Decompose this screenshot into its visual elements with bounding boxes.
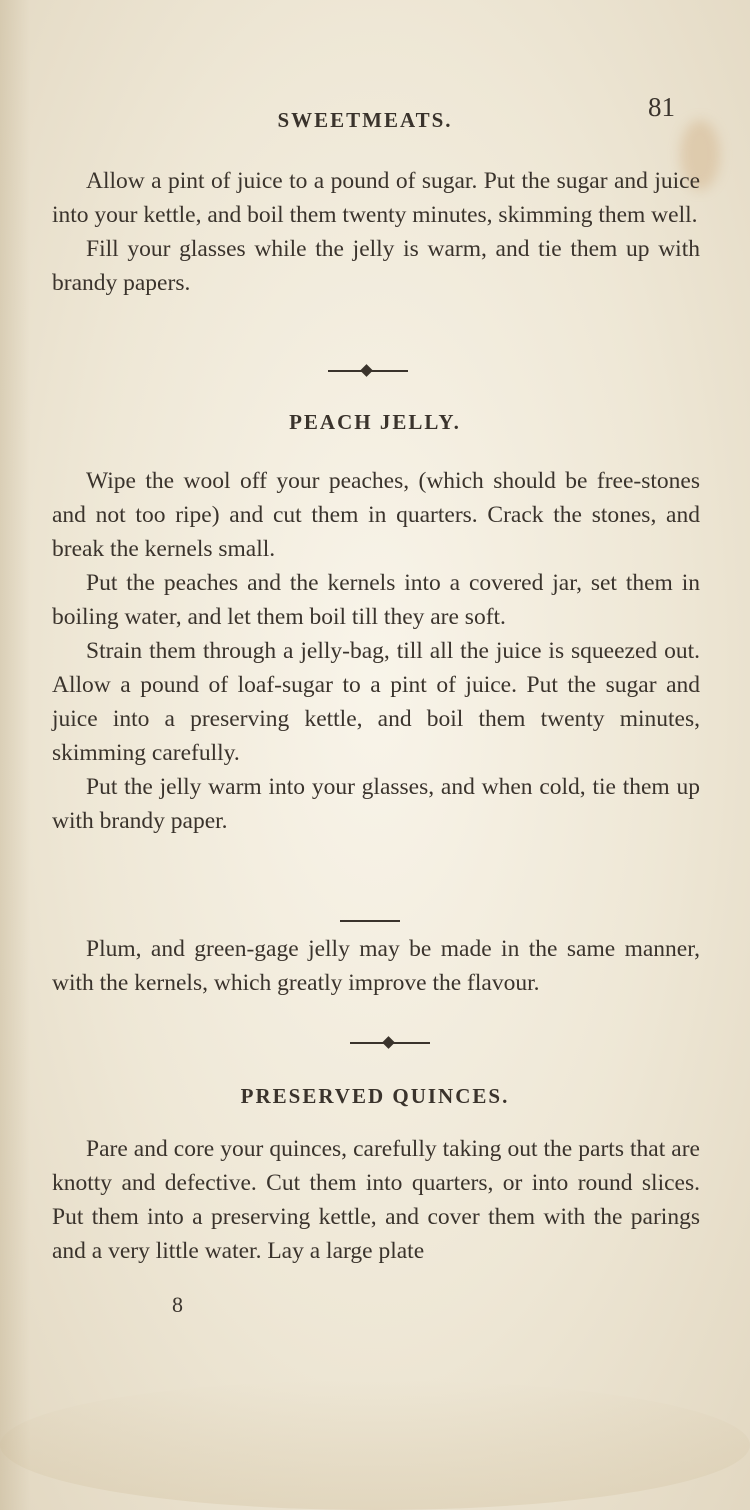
page-gutter-shadow — [0, 0, 30, 1510]
running-head: SWEETMEATS. — [277, 108, 453, 132]
paragraph: Wipe the wool off your peaches, (which should be free-stones and not too ripe) and cut them in quarters. Crack the stones, and break the kernels small. — [52, 468, 700, 562]
paragraph: Put the jelly warm into your glasses, and when cold, tie them up with brandy paper. — [52, 774, 700, 834]
section-heading: PEACH JELLY. — [289, 410, 461, 434]
section-2-text — [52, 464, 700, 838]
paragraph: Plum, and green-gage jelly may be made in the same manner, with the kernels, which greatly improve the flavour. — [52, 936, 700, 996]
paragraph: Strain them through a jelly-bag, till all the juice is squeezed out. Allow a pound of loaf-sugar to a pint of juice. Put the sugar and juice into a preserving kettle, and boil them twenty minutes, skimming carefully. — [52, 638, 700, 766]
short-rule-divider — [340, 920, 400, 922]
section-1-text — [52, 164, 700, 300]
section-divider-ornament — [350, 1038, 430, 1048]
paragraph: Fill your glasses while the jelly is warm, and tie them up with brandy papers. — [52, 236, 700, 296]
paragraph: Put the peaches and the kernels into a covered jar, set them in boiling water, and let them boil till they are soft. — [52, 570, 700, 630]
paragraph: Pare and core your quinces, carefully taking out the parts that are knotty and defective. Cut them into quarters, or into round slices. Put them into a preserving kettle, and cover them with the parings and a very little water. Lay a large plate — [52, 1136, 700, 1264]
signature-mark: 8 — [172, 1292, 183, 1317]
section-3-text — [52, 1132, 700, 1268]
page-number: 81 — [648, 92, 675, 122]
section-divider-ornament — [328, 366, 408, 376]
section-2-note — [52, 932, 700, 1000]
section-heading: PRESERVED QUINCES. — [240, 1084, 510, 1108]
page-bottom-discoloration — [0, 1380, 750, 1510]
paragraph: Allow a pint of juice to a pound of sugar. Put the sugar and juice into your kettle, and boil them twenty minutes, skimming them well. — [52, 168, 700, 228]
